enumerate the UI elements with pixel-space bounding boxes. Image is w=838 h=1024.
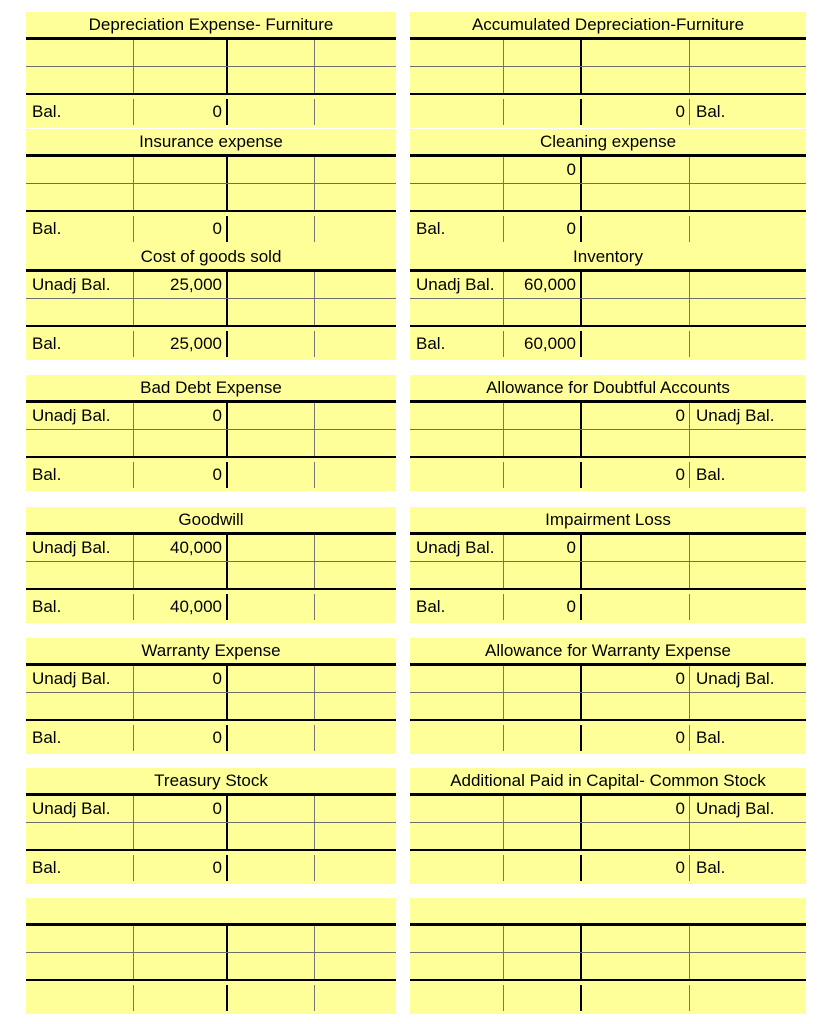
account-title: Additional Paid in Capital- Common Stock: [450, 771, 766, 790]
ledger-cell[interactable]: [690, 272, 806, 298]
account-title: Impairment Loss: [545, 510, 671, 529]
ledger-cell[interactable]: [228, 594, 315, 620]
ledger-cell[interactable]: [228, 953, 315, 979]
ledger-cell[interactable]: [26, 562, 134, 588]
ledger-cell[interactable]: [582, 299, 690, 325]
t-account: [410, 768, 806, 884]
ledger-cell[interactable]: [134, 693, 228, 719]
ledger-cell[interactable]: [410, 855, 504, 881]
ledger-cell[interactable]: [26, 953, 134, 979]
ledger-cell[interactable]: 0: [134, 99, 228, 125]
ledger-row: [26, 796, 396, 823]
ledger-cell[interactable]: [26, 823, 134, 849]
ledger-cell[interactable]: Unadj Bal.: [26, 535, 134, 561]
ledger-cell[interactable]: [314, 594, 396, 620]
ledger-cell[interactable]: [228, 403, 315, 429]
t-account: [410, 898, 806, 1014]
ledger-cell[interactable]: 0: [504, 157, 582, 183]
ledger-cell[interactable]: [582, 823, 690, 849]
ledger-cell[interactable]: 0: [582, 99, 690, 125]
ledger-cell[interactable]: 0: [134, 666, 228, 692]
ledger-cell[interactable]: [26, 299, 134, 325]
account-title: Allowance for Warranty Expense: [485, 641, 731, 660]
ledger-row: [26, 953, 396, 981]
ledger-cell[interactable]: [228, 562, 315, 588]
ledger-cell[interactable]: 0: [134, 855, 228, 881]
ledger-cell[interactable]: [582, 272, 690, 298]
ledger-cell[interactable]: [228, 535, 315, 561]
ledger-row: [26, 721, 396, 751]
ledger-cell[interactable]: [504, 666, 582, 692]
ledger-row: [26, 458, 396, 488]
ledger-cell[interactable]: [134, 926, 228, 952]
ledger-cell[interactable]: [582, 535, 690, 561]
ledger-cell[interactable]: Unadj Bal.: [26, 272, 134, 298]
ledger-cell[interactable]: [410, 40, 504, 66]
ledger-cell[interactable]: [582, 184, 690, 210]
t-account: [26, 507, 396, 623]
ledger-cell[interactable]: [504, 299, 582, 325]
ledger-row: [410, 953, 806, 981]
ledger-row: [410, 184, 806, 212]
ledger-row: [26, 184, 396, 212]
ledger-row: [410, 67, 806, 95]
ledger-cell[interactable]: [410, 666, 504, 692]
ledger-cell[interactable]: [690, 157, 806, 183]
ledger-cell[interactable]: [410, 299, 504, 325]
ledger-cell[interactable]: [504, 823, 582, 849]
ledger-cell[interactable]: [582, 985, 690, 1011]
t-account: [26, 638, 396, 754]
ledger-cell[interactable]: [410, 926, 504, 952]
ledger-cell[interactable]: [228, 157, 315, 183]
ledger-cell[interactable]: [690, 184, 806, 210]
t-account: [26, 898, 396, 1014]
ledger-cell[interactable]: [314, 693, 396, 719]
ledger-cell[interactable]: Bal.: [26, 855, 134, 881]
ledger-cell[interactable]: [690, 430, 806, 456]
ledger-cell[interactable]: [582, 67, 690, 93]
ledger-cell[interactable]: [690, 562, 806, 588]
ledger-cell[interactable]: 0: [134, 403, 228, 429]
ledger-row: [26, 327, 396, 357]
ledger-cell[interactable]: 0: [504, 594, 582, 620]
ledger-cell[interactable]: [410, 462, 504, 488]
ledger-cell[interactable]: [504, 462, 582, 488]
ledger-cell[interactable]: 25,000: [134, 331, 228, 357]
t-account: [26, 375, 396, 491]
ledger-cell[interactable]: Bal.: [410, 331, 504, 357]
ledger-cell[interactable]: Bal.: [410, 594, 504, 620]
ledger-cell[interactable]: [504, 430, 582, 456]
ledger-cell[interactable]: [228, 331, 315, 357]
ledger-cell[interactable]: [690, 693, 806, 719]
ledger-cell[interactable]: [504, 184, 582, 210]
ledger-cell[interactable]: Unadj Bal.: [26, 796, 134, 822]
ledger-cell[interactable]: [690, 953, 806, 979]
ledger-cell[interactable]: [314, 184, 396, 210]
account-title: Allowance for Doubtful Accounts: [486, 378, 730, 397]
ledger-row: [410, 721, 806, 751]
ledger-cell[interactable]: [504, 855, 582, 881]
ledger-row: [410, 590, 806, 620]
account-title: Depreciation Expense- Furniture: [88, 15, 334, 34]
ledger-cell[interactable]: [582, 926, 690, 952]
ledger-cell[interactable]: 0: [134, 796, 228, 822]
ledger-cell[interactable]: Bal.: [696, 858, 726, 877]
ledger-cell[interactable]: [134, 985, 228, 1011]
ledger-cell[interactable]: 0: [582, 403, 690, 429]
ledger-cell[interactable]: [410, 985, 504, 1011]
ledger-row: [410, 693, 806, 721]
ledger-cell[interactable]: [690, 67, 806, 93]
t-account: [410, 638, 806, 754]
ledger-cell[interactable]: [134, 430, 228, 456]
ledger-row: [410, 95, 806, 125]
ledger-cell[interactable]: Bal.: [26, 216, 134, 242]
account-title: Cost of goods sold: [140, 247, 282, 266]
ledger-cell[interactable]: [314, 430, 396, 456]
ledger-cell[interactable]: [690, 299, 806, 325]
ledger-cell[interactable]: [582, 216, 690, 242]
ledger-cell[interactable]: [134, 953, 228, 979]
ledger-cell[interactable]: Unadj Bal.: [696, 406, 775, 425]
ledger-row: [26, 590, 396, 620]
ledger-cell[interactable]: [410, 725, 504, 751]
ledger-cell[interactable]: [504, 67, 582, 93]
ledger-cell[interactable]: [410, 157, 504, 183]
ledger-row: [410, 157, 806, 184]
ledger-row: [26, 430, 396, 458]
ledger-cell[interactable]: [314, 796, 396, 822]
ledger-cell[interactable]: [26, 430, 134, 456]
ledger-cell[interactable]: [134, 823, 228, 849]
ledger-cell[interactable]: [26, 40, 134, 66]
ledger-cell[interactable]: [690, 40, 806, 66]
ledger-cell[interactable]: 0: [582, 725, 690, 751]
t-account: [410, 375, 806, 491]
t-account: [410, 507, 806, 623]
ledger-row: [410, 666, 806, 693]
ledger-cell[interactable]: [228, 725, 315, 751]
t-account: [26, 244, 396, 360]
ledger-cell[interactable]: [582, 594, 690, 620]
ledger-cell[interactable]: [410, 823, 504, 849]
ledger-cell[interactable]: [314, 67, 396, 93]
ledger-cell[interactable]: [504, 99, 582, 125]
ledger-cell[interactable]: [504, 562, 582, 588]
ledger-cell[interactable]: Bal.: [26, 594, 134, 620]
ledger-cell[interactable]: [228, 67, 315, 93]
ledger-row: [26, 693, 396, 721]
ledger-row: [26, 212, 396, 242]
ledger-cell[interactable]: Unadj Bal.: [410, 272, 504, 298]
ledger-cell[interactable]: Bal.: [26, 725, 134, 751]
t-account: [410, 129, 806, 245]
ledger-cell[interactable]: [690, 823, 806, 849]
ledger-cell[interactable]: [314, 299, 396, 325]
ledger-cell[interactable]: Bal.: [696, 465, 726, 484]
ledger-row: [410, 430, 806, 458]
ledger-cell[interactable]: [690, 216, 806, 242]
ledger-row: [410, 535, 806, 562]
ledger-cell[interactable]: 40,000: [134, 594, 228, 620]
ledger-cell[interactable]: [26, 157, 134, 183]
ledger-cell[interactable]: 25,000: [134, 272, 228, 298]
ledger-row: [410, 796, 806, 823]
ledger-row: [410, 458, 806, 488]
ledger-cell[interactable]: [690, 985, 806, 1011]
ledger-cell[interactable]: [314, 926, 396, 952]
ledger-cell[interactable]: [314, 666, 396, 692]
ledger-cell[interactable]: [504, 953, 582, 979]
ledger-row: [26, 40, 396, 67]
ledger-cell[interactable]: [582, 157, 690, 183]
ledger-cell[interactable]: [26, 184, 134, 210]
ledger-cell[interactable]: Unadj Bal.: [696, 669, 775, 688]
ledger-cell[interactable]: [410, 693, 504, 719]
ledger-cell[interactable]: [134, 157, 228, 183]
ledger-cell[interactable]: [410, 184, 504, 210]
ledger-row: [410, 212, 806, 242]
t-account: [26, 129, 396, 245]
ledger-cell[interactable]: [314, 99, 396, 125]
ledger-row: [410, 823, 806, 851]
ledger-cell[interactable]: [228, 462, 315, 488]
ledger-cell[interactable]: [504, 725, 582, 751]
ledger-row: [26, 666, 396, 693]
ledger-cell[interactable]: [582, 430, 690, 456]
ledger-cell[interactable]: [314, 331, 396, 357]
ledger-row: [26, 562, 396, 590]
ledger-cell[interactable]: [314, 725, 396, 751]
ledger-cell[interactable]: 0: [134, 462, 228, 488]
ledger-cell[interactable]: [228, 823, 315, 849]
ledger-cell[interactable]: [134, 562, 228, 588]
ledger-cell[interactable]: 0: [134, 216, 228, 242]
ledger-cell[interactable]: [410, 99, 504, 125]
ledger-cell[interactable]: Bal.: [696, 728, 726, 747]
ledger-cell[interactable]: Bal.: [410, 216, 504, 242]
ledger-cell[interactable]: [228, 796, 315, 822]
ledger-cell[interactable]: [134, 40, 228, 66]
ledger-cell[interactable]: Unadj Bal.: [26, 666, 134, 692]
ledger-cell[interactable]: [228, 216, 315, 242]
ledger-row: [26, 823, 396, 851]
ledger-cell[interactable]: [410, 67, 504, 93]
ledger-cell[interactable]: [690, 926, 806, 952]
ledger-cell[interactable]: Unadj Bal.: [26, 403, 134, 429]
ledger-cell[interactable]: [134, 184, 228, 210]
ledger-cell[interactable]: Bal.: [26, 99, 134, 125]
ledger-cell[interactable]: [504, 926, 582, 952]
ledger-cell[interactable]: [134, 299, 228, 325]
ledger-row: [26, 981, 396, 1011]
ledger-row: [410, 981, 806, 1011]
account-title: Cleaning expense: [539, 132, 677, 151]
t-account: [410, 244, 806, 360]
ledger-cell[interactable]: [410, 953, 504, 979]
ledger-row: [26, 272, 396, 299]
ledger-cell[interactable]: [134, 67, 228, 93]
ledger-cell[interactable]: 0: [504, 216, 582, 242]
ledger-cell[interactable]: [504, 985, 582, 1011]
ledger-cell[interactable]: Bal.: [26, 462, 134, 488]
ledger-cell[interactable]: 0: [134, 725, 228, 751]
ledger-cell[interactable]: [314, 823, 396, 849]
ledger-cell[interactable]: [314, 403, 396, 429]
ledger-row: [26, 535, 396, 562]
ledger-cell[interactable]: [314, 216, 396, 242]
ledger-cell[interactable]: [504, 796, 582, 822]
ledger-row: [410, 327, 806, 357]
ledger-cell[interactable]: [228, 985, 315, 1011]
ledger-cell[interactable]: 40,000: [134, 535, 228, 561]
ledger-row: [410, 926, 806, 953]
ledger-cell[interactable]: [228, 666, 315, 692]
ledger-cell[interactable]: [410, 796, 504, 822]
ledger-cell[interactable]: [314, 157, 396, 183]
ledger-cell[interactable]: [582, 331, 690, 357]
ledger-cell[interactable]: [582, 953, 690, 979]
ledger-cell[interactable]: 60,000: [504, 331, 582, 357]
t-account: [26, 768, 396, 884]
account-title: Warranty Expense: [141, 641, 281, 660]
ledger-cell[interactable]: [690, 535, 806, 561]
ledger-row: [410, 403, 806, 430]
ledger-cell[interactable]: Unadj Bal.: [696, 799, 775, 818]
account-title: Bad Debt Expense: [140, 378, 282, 397]
ledger-cell[interactable]: 0: [582, 855, 690, 881]
ledger-cell[interactable]: [314, 562, 396, 588]
ledger-cell[interactable]: Unadj Bal.: [410, 535, 504, 561]
ledger-cell[interactable]: [314, 535, 396, 561]
ledger-cell[interactable]: [228, 40, 315, 66]
ledger-cell[interactable]: [410, 430, 504, 456]
ledger-cell[interactable]: 0: [582, 796, 690, 822]
ledger-cell[interactable]: 0: [504, 535, 582, 561]
ledger-row: [410, 562, 806, 590]
account-title: Insurance expense: [139, 132, 283, 151]
ledger-cell[interactable]: [314, 953, 396, 979]
ledger-cell[interactable]: 0: [582, 666, 690, 692]
account-title: Goodwill: [178, 510, 244, 529]
ledger-cell[interactable]: [582, 562, 690, 588]
account-title: Inventory: [573, 247, 643, 266]
ledger-cell[interactable]: [228, 272, 315, 298]
ledger-cell[interactable]: [228, 99, 315, 125]
ledger-cell[interactable]: [582, 40, 690, 66]
ledger-cell[interactable]: 0: [582, 462, 690, 488]
ledger-row: [410, 272, 806, 299]
account-title: [26, 900, 396, 922]
ledger-row: [26, 67, 396, 95]
ledger-cell[interactable]: [314, 40, 396, 66]
ledger-cell[interactable]: [26, 985, 134, 1011]
ledger-cell[interactable]: [228, 926, 315, 952]
ledger-row: [410, 40, 806, 67]
ledger-row: [26, 403, 396, 430]
ledger-cell[interactable]: [228, 855, 315, 881]
ledger-row: [26, 851, 396, 881]
ledger-cell[interactable]: [228, 693, 315, 719]
ledger-cell[interactable]: [26, 693, 134, 719]
ledger-row: [26, 299, 396, 327]
ledger-cell[interactable]: [690, 331, 806, 357]
ledger-cell[interactable]: [504, 693, 582, 719]
account-title: Accumulated Depreciation-Furniture: [471, 15, 745, 34]
ledger-row: [26, 95, 396, 125]
ledger-cell[interactable]: 60,000: [504, 272, 582, 298]
ledger-row: [26, 926, 396, 953]
ledger-cell[interactable]: [314, 272, 396, 298]
t-account: [26, 12, 396, 128]
t-account: [410, 12, 806, 128]
ledger-cell[interactable]: [582, 693, 690, 719]
account-title: [410, 900, 806, 922]
ledger-row: [410, 299, 806, 327]
ledger-cell[interactable]: [410, 403, 504, 429]
ledger-cell[interactable]: [228, 184, 315, 210]
ledger-cell[interactable]: [314, 462, 396, 488]
ledger-cell[interactable]: [228, 430, 315, 456]
ledger-cell[interactable]: Bal.: [696, 102, 726, 121]
ledger-row: [26, 157, 396, 184]
ledger-cell[interactable]: [410, 562, 504, 588]
ledger-cell[interactable]: [26, 67, 134, 93]
ledger-cell[interactable]: [690, 594, 806, 620]
ledger-cell[interactable]: [228, 299, 315, 325]
ledger-cell[interactable]: [504, 403, 582, 429]
ledger-cell[interactable]: [504, 40, 582, 66]
ledger-row: [410, 851, 806, 881]
ledger-cell[interactable]: [314, 985, 396, 1011]
ledger-cell[interactable]: [26, 926, 134, 952]
ledger-cell[interactable]: [314, 855, 396, 881]
account-title: Treasury Stock: [154, 771, 268, 790]
ledger-cell[interactable]: Bal.: [26, 331, 134, 357]
